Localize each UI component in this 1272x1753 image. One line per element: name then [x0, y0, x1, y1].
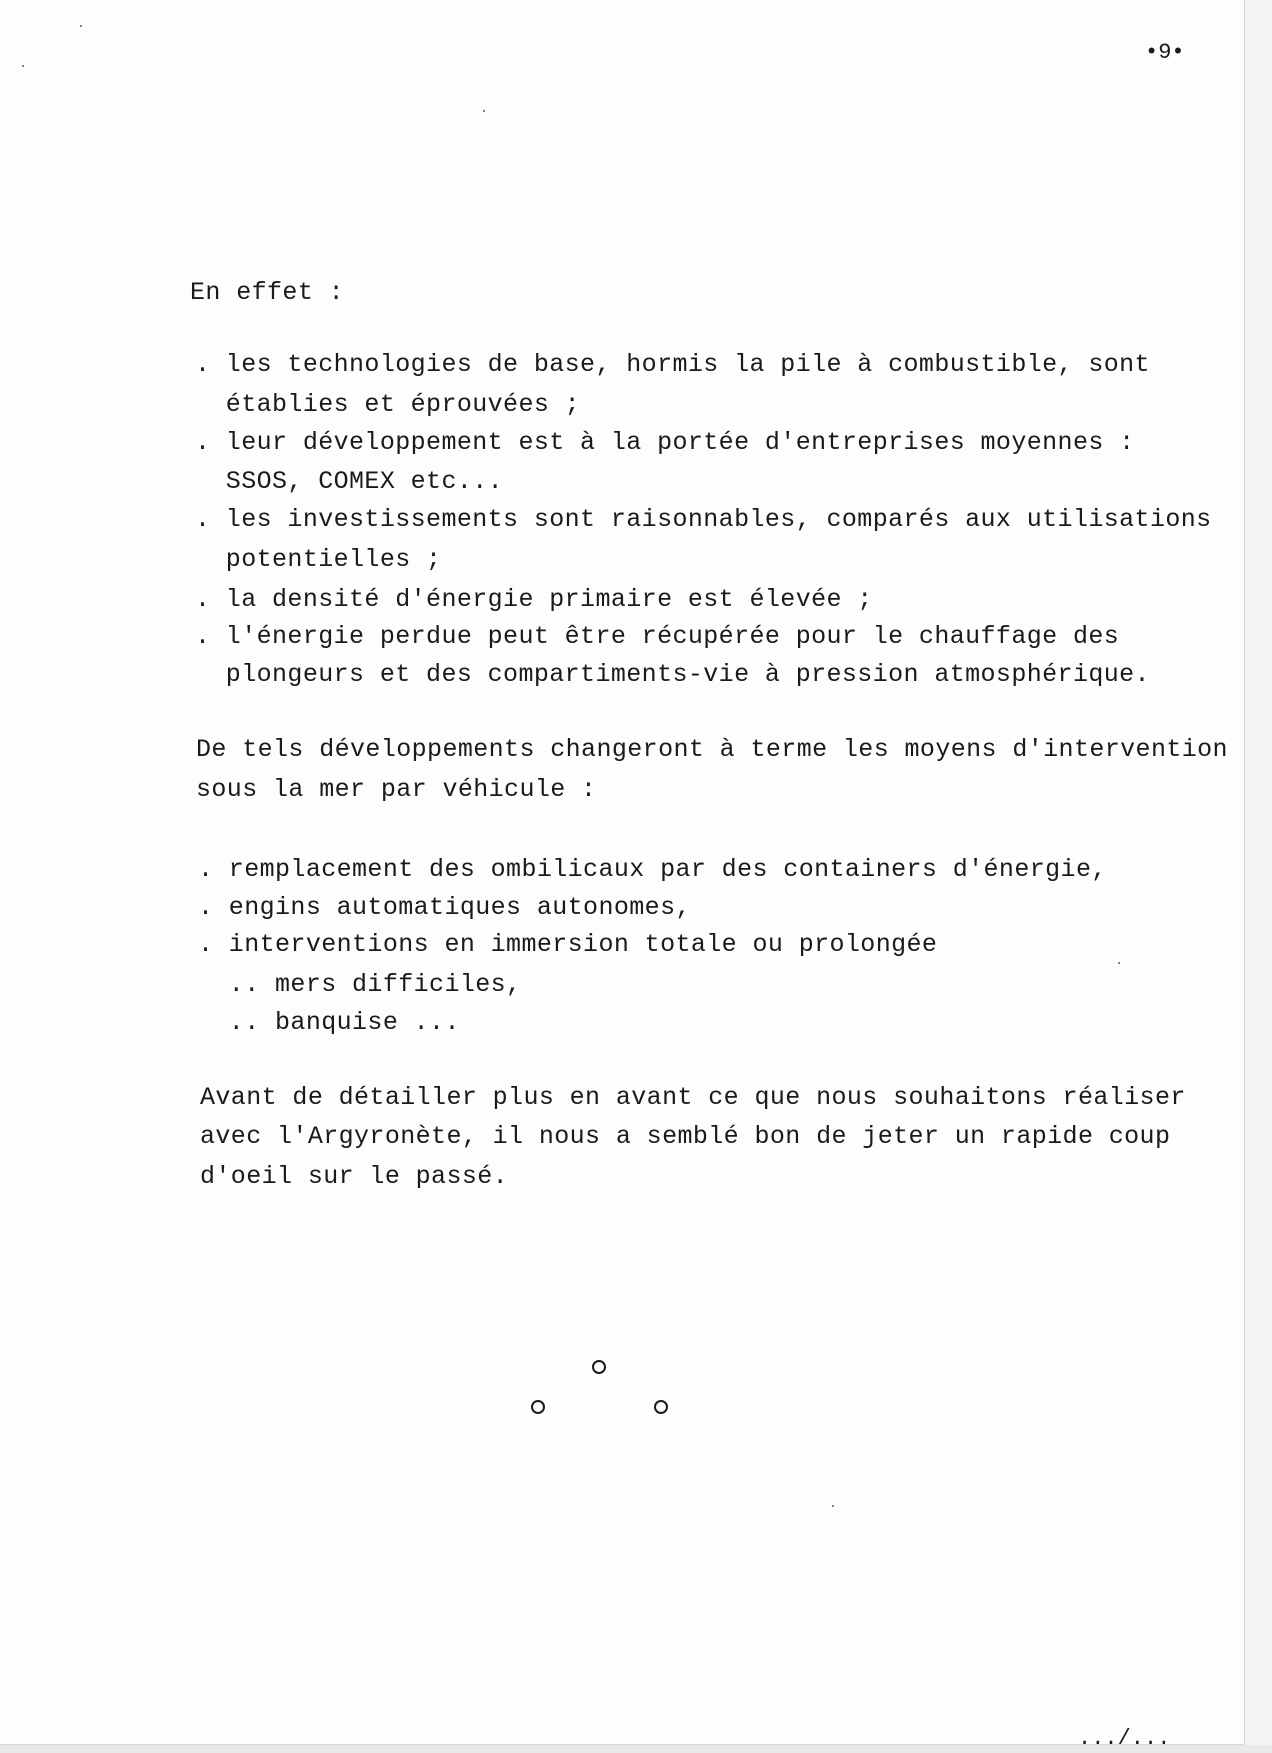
separator-circle	[531, 1400, 545, 1414]
separator-circle	[592, 1360, 606, 1374]
paragraph-line: De tels développements changeront à terme les moyens d'intervention	[196, 735, 1228, 764]
list-line: . les investissements sont raisonnables, comparés aux utilisations	[195, 505, 1212, 534]
list-line: . les technologies de base, hormis la pile à combustible, sont	[195, 350, 1150, 379]
list-line: . l'énergie perdue peut être récupérée pour le chauffage des	[195, 622, 1120, 651]
list-line: . remplacement des ombilicaux par des containers d'énergie,	[198, 855, 1107, 884]
scan-speck	[483, 110, 485, 112]
scan-speck	[22, 65, 24, 67]
paragraph-line: avec l'Argyronète, il nous a semblé bon de jeter un rapide coup	[200, 1122, 1171, 1151]
list-line: SSOS, COMEX etc...	[195, 467, 504, 496]
scan-speck	[832, 1505, 834, 1507]
list-line: .. mers difficiles,	[198, 970, 522, 999]
list-line: . la densité d'énergie primaire est élevée ;	[195, 585, 873, 614]
list-line: . engins automatiques autonomes,	[198, 893, 691, 922]
list-line: . interventions en immersion totale ou prolongée	[198, 930, 938, 959]
list-line: établies et éprouvées ;	[195, 390, 581, 419]
scan-edge-right	[1245, 0, 1272, 1753]
paragraph-line: d'oeil sur le passé.	[200, 1162, 509, 1191]
list-line: . leur développement est à la portée d'entreprises moyennes :	[195, 428, 1135, 457]
list-line: potentielles ;	[195, 545, 442, 574]
separator-circle	[654, 1400, 668, 1414]
paragraph-line: sous la mer par véhicule :	[196, 775, 597, 804]
continued-marker: .../...	[1078, 1726, 1171, 1751]
paragraph-line: Avant de détailler plus en avant ce que nous souhaitons réaliser	[200, 1083, 1186, 1112]
list-line: plongeurs et des compartiments-vie à pression atmosphérique.	[195, 660, 1150, 689]
intro-text: En effet :	[190, 278, 345, 307]
scan-speck	[1118, 962, 1120, 964]
scan-speck	[80, 25, 82, 27]
page-number: •9•	[1145, 40, 1185, 65]
list-line: .. banquise ...	[198, 1008, 460, 1037]
